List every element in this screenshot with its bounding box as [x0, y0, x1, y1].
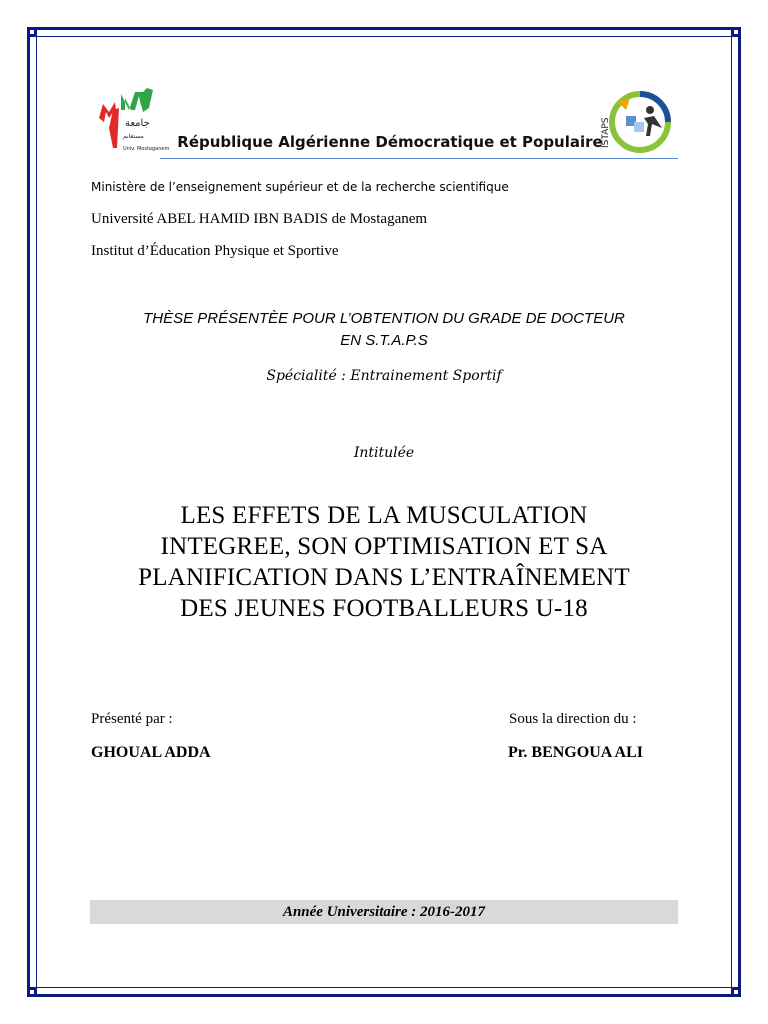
title-line: PLANIFICATION DANS L’ENTRAÎNEMENT — [138, 564, 630, 591]
thesis-statement — [60, 308, 708, 352]
title-line: DES JEUNES FOOTBALLEURS U-18 — [180, 595, 588, 622]
svg-text:Univ. Mostaganem: Univ. Mostaganem — [123, 146, 170, 152]
university-logo-icon — [95, 88, 175, 158]
thesis-line-2: EN S.T.A.P.S — [340, 332, 428, 349]
republic-heading: République Algérienne Démocratique et Populaire — [177, 133, 603, 151]
academic-year: Année Universitaire : 2016-2017 — [282, 904, 486, 920]
institute-logo-icon — [600, 88, 678, 156]
frame-corner — [731, 987, 741, 997]
intitulee-label: Intitulée — [353, 445, 415, 461]
header — [95, 88, 680, 164]
svg-text:ISTAPS: ISTAPS — [601, 117, 611, 148]
presented-by-label: Présenté par : — [91, 711, 173, 727]
author-name: GHOUAL ADDA — [91, 744, 211, 761]
academic-year-bar — [90, 900, 678, 924]
frame-corner — [27, 987, 37, 997]
institute-line: Institut d’Éducation Physique et Sportive — [91, 243, 339, 259]
thesis-line-1: THÈSE PRÉSENTÈE POUR L’OBTENTION DU GRADE DE DOCTEUR — [143, 310, 625, 327]
frame-corner — [731, 27, 741, 37]
title-line: INTEGREE, SON OPTIMISATION ET SA — [160, 533, 608, 560]
university-line: Université ABEL HAMID IBN BADIS de Mostaganem — [91, 211, 428, 227]
supervisor-name: Pr. BENGOUA ALI — [508, 744, 643, 761]
ministry-line: Ministère de l’enseignement supérieur et de la recherche scientifique — [91, 180, 509, 194]
svg-text:جامعة: جامعة — [125, 118, 150, 129]
frame-corner — [27, 27, 37, 37]
header-divider — [160, 158, 678, 159]
thesis-title — [60, 500, 708, 624]
supervised-by-label: Sous la direction du : — [509, 711, 637, 727]
title-line: LES EFFETS DE LA MUSCULATION — [180, 502, 588, 529]
svg-text:مستغانم: مستغانم — [123, 133, 144, 140]
specialite-line: Spécialité : Entrainement Sportif — [266, 368, 502, 384]
